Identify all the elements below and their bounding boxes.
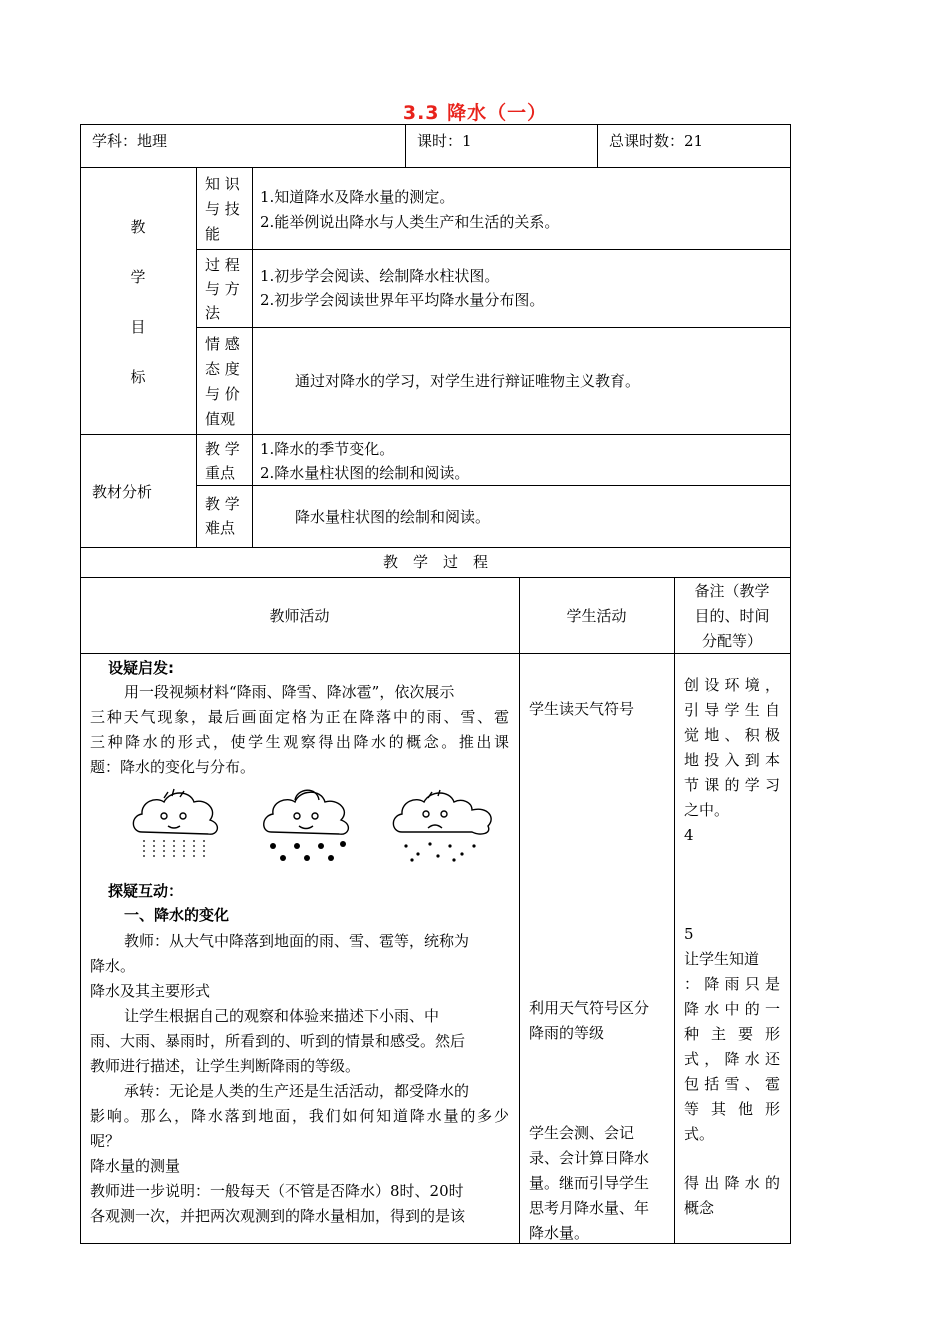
student-activity-3c: 量。继而引导学生 xyxy=(529,1174,650,1192)
objectives-label-1: 教 xyxy=(130,218,146,236)
student-activity-3e: 降水量。 xyxy=(529,1224,590,1242)
knowledge-item-1: 1.知道降水及降水量的测定。 xyxy=(260,188,455,206)
student-column-header: 学生活动 xyxy=(566,607,627,625)
teacher-line-3: 降水及其主要形式 xyxy=(90,982,211,1000)
remark-2-line-5: 式，降水还 xyxy=(684,1050,780,1068)
explore-heading: 探疑互动： xyxy=(108,882,184,900)
student-activity-3b: 录、会计算日降水 xyxy=(529,1149,650,1167)
remark-3-line-2: 概念 xyxy=(684,1199,715,1217)
remark-1-line-4: 地投入到本 xyxy=(684,751,780,769)
key-item-1: 1.降水的季节变化。 xyxy=(260,440,395,458)
teacher-line-12: 各观测一次，并把两次观测到的降水量相加，得到的是该 xyxy=(90,1207,466,1225)
remark-1-number: 4 xyxy=(684,826,694,844)
emotion-label-3: 与 价 xyxy=(205,385,240,403)
rain-cloud-icon xyxy=(128,784,224,866)
emotion-text: 通过对降水的学习，对学生进行辩证唯物主义教育。 xyxy=(295,372,641,390)
intro-line-4: 题：降水的变化与分布。 xyxy=(90,758,256,776)
hail-cloud-icon xyxy=(388,784,498,866)
remark-1-line-6: 之中。 xyxy=(684,801,730,819)
teacher-line-6: 教师进行描述，让学生判断降雨的等级。 xyxy=(90,1057,361,1075)
key-item-2: 2.降水量柱状图的绘制和阅读。 xyxy=(260,464,470,482)
knowledge-label-1: 知 识 xyxy=(205,175,240,193)
teacher-line-7: 承转：无论是人类的生产还是生活活动，都受降水的 xyxy=(124,1082,470,1100)
teacher-column-header: 教师活动 xyxy=(269,607,330,625)
period-label: 课时：1 xyxy=(417,132,472,150)
key-label-2: 重点 xyxy=(205,464,236,482)
student-activity-3d: 思考月降水量、年 xyxy=(529,1199,650,1217)
teacher-line-4: 让学生根据自己的观察和体验来描述下小雨、中 xyxy=(124,1007,440,1025)
remark-2-line-7: 等其他形 xyxy=(684,1100,780,1118)
remark-3-line-1: 得出降水的 xyxy=(684,1174,780,1192)
intro-line-3: 三种降水的形式，使学生观察得出降水的概念。推出课 xyxy=(90,733,509,751)
emotion-label-2: 态 度 xyxy=(205,360,240,378)
remark-header-1: 备注（教学 xyxy=(694,582,770,600)
process-label-2: 与 方 xyxy=(205,280,240,298)
remark-1-line-3: 觉地、积极 xyxy=(684,726,780,744)
remark-1-line-2: 引导学生自 xyxy=(684,701,780,719)
process-label-1: 过 程 xyxy=(205,256,240,274)
knowledge-item-2: 2.能举例说出降水与人类生产和生活的关系。 xyxy=(260,213,560,231)
subject-label: 学科：地理 xyxy=(92,132,168,150)
student-activity-3a: 学生会测、会记 xyxy=(529,1124,635,1142)
page-title: 3.3 降水（一） xyxy=(402,102,548,124)
remark-2-line-1: 让学生知道 xyxy=(684,950,760,968)
process-item-1: 1.初步学会阅读、绘制降水柱状图。 xyxy=(260,267,500,285)
objectives-label-2: 学 xyxy=(130,268,146,286)
key-label-1: 教 学 xyxy=(205,440,240,458)
section-heading: 一、降水的变化 xyxy=(124,906,230,924)
process-label-3: 法 xyxy=(205,304,221,322)
student-activity-2b: 降雨的等级 xyxy=(529,1024,605,1042)
teacher-line-2: 降水。 xyxy=(90,957,136,975)
remark-header-2: 目的、时间 xyxy=(694,607,770,625)
remark-2-line-3: 降水中的一 xyxy=(684,1000,780,1018)
teacher-line-1: 教师：从大气中降落到地面的雨、雪、雹等，统称为 xyxy=(124,932,470,950)
analysis-label: 教材分析 xyxy=(92,483,153,501)
remark-header-3: 分配等） xyxy=(701,632,762,650)
emotion-label-1: 情 感 xyxy=(205,335,240,353)
snow-cloud-icon xyxy=(259,782,355,866)
total-periods-label: 总课时数：21 xyxy=(609,132,704,150)
difficult-text: 降水量柱状图的绘制和阅读。 xyxy=(295,508,491,526)
remark-2-number: 5 xyxy=(684,925,694,943)
teacher-line-11: 教师进一步说明：一般每天（不管是否降水）8时、20时 xyxy=(90,1182,464,1200)
knowledge-label-3: 能 xyxy=(205,225,221,243)
process-item-2: 2.初步学会阅读世界年平均降水量分布图。 xyxy=(260,291,545,309)
remark-2-line-6: 包括雪、雹 xyxy=(684,1075,780,1093)
teacher-line-10: 降水量的测量 xyxy=(90,1157,181,1175)
objectives-label-3: 目 xyxy=(130,318,146,336)
remark-1-line-5: 节课的学习 xyxy=(684,776,780,794)
process-header: 教 学 过 程 xyxy=(382,553,488,571)
intro-heading: 设疑启发: xyxy=(108,659,174,677)
remark-1-line-1: 创设环境， xyxy=(684,676,780,694)
intro-line-2: 三种天气现象，最后画面定格为正在降落中的雨、雪、雹 xyxy=(90,708,509,726)
objectives-label-4: 标 xyxy=(130,368,146,386)
difficult-label-2: 难点 xyxy=(205,519,236,537)
teacher-line-8: 影响。那么，降水落到地面，我们如何知道降水量的多少 xyxy=(90,1107,509,1125)
teacher-line-9: 呢？ xyxy=(90,1132,121,1150)
knowledge-label-2: 与 技 xyxy=(205,200,240,218)
difficult-label-1: 教 学 xyxy=(205,495,240,513)
intro-line-1: 用一段视频材料“降雨、降雪、降冰雹”，依次展示 xyxy=(124,683,455,701)
student-activity-2a: 利用天气符号区分 xyxy=(529,999,650,1017)
remark-2-line-8: 式。 xyxy=(684,1125,715,1143)
remark-2-line-4: 种主要形 xyxy=(684,1025,780,1043)
teacher-line-5: 雨、大雨、暴雨时，所看到的、听到的情景和感受。然后 xyxy=(90,1032,466,1050)
emotion-label-4: 值观 xyxy=(205,410,236,428)
remark-2-line-2: ：降雨只是 xyxy=(684,975,780,993)
student-activity-1: 学生读天气符号 xyxy=(529,700,635,718)
